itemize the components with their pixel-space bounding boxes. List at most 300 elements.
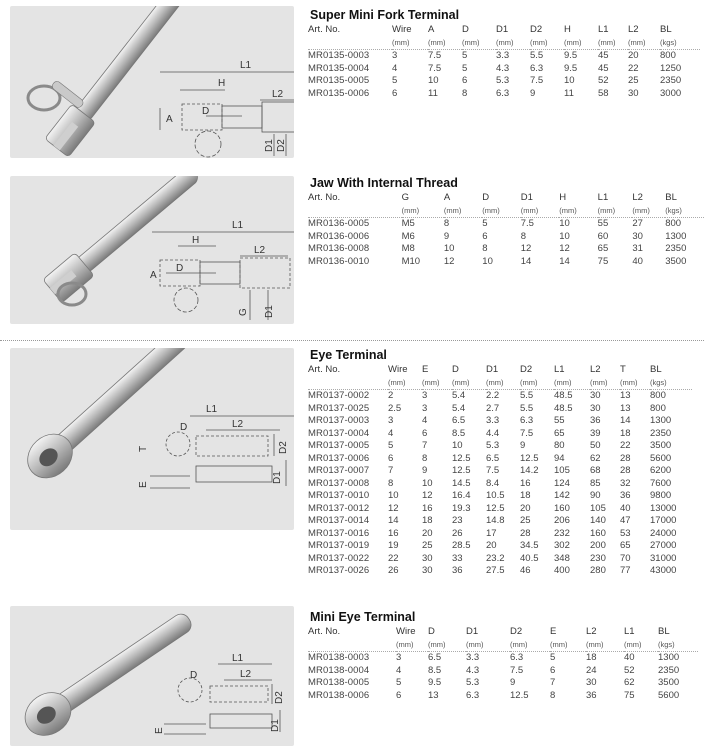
unit-cell: (mm) [598,205,633,218]
table-cell: 3.3 [466,652,480,663]
table-cell: 232 [554,527,570,539]
table-cell: 1300 [650,415,672,426]
col-header: Wire [388,364,408,375]
table-cell: 28.5 [452,540,471,551]
table-row [308,540,692,553]
table-cell: 3500 [658,677,680,688]
table-cell: 30 [632,230,643,242]
table-header-row [308,364,692,377]
table-cell: 14 [520,255,532,267]
table-cell: 77 [620,565,631,576]
table-cell: 12.5 [452,452,471,464]
section-title: Eye Terminal [310,348,387,362]
table-cell: MR0137-0003 [308,415,370,426]
table-units-row [308,37,700,50]
eye-terminal-illustration [10,348,294,530]
table-cell: MR0138-0004 [308,664,370,676]
diagram-label-l1: L1 [232,220,244,231]
product-photo-jaw-terminal [10,176,294,324]
table-cell: 8.5 [452,427,466,439]
col-header: D [428,626,435,637]
spec-table-fork-terminal [308,24,700,100]
jaw-terminal-illustration [10,176,294,324]
col-header: D [482,192,490,203]
col-header: T [620,364,626,375]
section-super-mini-fork-terminal [0,0,704,170]
unit-cell: (mm) [521,205,559,218]
table-cell: 4.4 [486,427,500,439]
table-cell: 13 [620,402,631,414]
table-cell: 9.5 [564,50,578,61]
diagram-label-a: A [150,270,157,281]
table-row [308,465,692,478]
col-header: H [564,24,571,35]
table-row [308,665,698,678]
table-cell: 8 [520,230,527,242]
table-cell: 40 [632,255,643,267]
table-cell: 90 [590,490,601,501]
table-cell: 160 [590,527,606,539]
unit-cell: (mm) [598,37,628,50]
table-cell: MR0137-0026 [308,565,370,576]
table-cell: 3000 [660,87,682,99]
table-cell: 800 [665,218,682,229]
table-cell: 3500 [665,255,687,267]
table-cell: 9 [443,230,450,242]
section-jaw-internal-thread [0,170,704,336]
unit-cell [308,639,396,652]
table-cell: 13 [428,689,439,701]
col-header: L2 [628,24,639,35]
table-cell: 36 [590,415,601,426]
table-units-row [308,205,704,218]
table-cell: 48.5 [554,390,573,401]
diagram-label-e: E [138,481,149,488]
table-row [308,553,692,566]
col-header: L1 [554,364,565,375]
table-cell: 12 [559,243,570,254]
table-cell: MR0138-0006 [308,689,370,701]
diagram-label-d1: D1 [270,719,281,732]
product-photo-fork-terminal [10,6,294,158]
table-cell: 45 [598,62,609,74]
table-cell: 12.5 [510,689,529,701]
table-cell: 19.3 [452,502,471,514]
table-cell: 48.5 [554,402,573,414]
table-row [308,75,700,88]
section-title: Mini Eye Terminal [310,610,416,624]
table-cell: 20 [520,502,531,514]
diagram-label-l1: L1 [240,60,252,71]
table-cell: MR0138-0005 [308,677,370,688]
col-header: Art. No. [308,24,341,35]
table-cell: 6.3 [510,652,524,663]
table-cell: 53 [620,527,631,539]
table-cell: 280 [590,565,606,576]
table-cell: 12.5 [520,452,539,464]
table-cell: 5 [462,50,468,61]
table-cell: MR0138-0003 [308,652,370,663]
table-cell: 6 [422,427,428,439]
table-cell: 75 [597,255,609,267]
diagram-label-l1: L1 [206,404,218,415]
col-header: H [559,192,567,203]
table-cell: 5 [482,218,488,229]
table-cell: 20 [422,527,433,539]
spec-table-eye-terminal [308,364,692,578]
table-cell: 105 [554,465,570,476]
unit-cell: (mm) [520,377,554,390]
unit-cell: (mm) [388,377,422,390]
table-cell: 5 [392,75,398,86]
table-cell: 85 [590,477,601,489]
col-header: L1 [597,192,609,203]
table-cell: 17 [486,527,497,539]
unit-cell: (mm) [510,639,550,652]
table-cell: MR0135-0003 [308,50,370,61]
unit-cell: (mm) [396,639,428,652]
table-cell: MR0137-0022 [308,552,370,564]
table-cell: 14 [388,515,399,526]
unit-cell: (mm) [462,37,496,50]
table-cell: M10 [401,255,421,267]
diagram-label-d2: D2 [278,441,289,454]
table-cell: 27000 [650,540,677,551]
table-cell: 800 [660,50,676,61]
table-cell: 28 [520,527,531,539]
col-header: BL [658,626,670,637]
diagram-label-d: D [176,263,184,274]
diagram-label-l2: L2 [240,669,252,680]
table-cell: MR0136-0008 [308,243,370,254]
table-header-row [308,24,700,37]
table-cell: MR0137-0005 [308,440,370,451]
spec-table-jaw-terminal [308,192,704,268]
unit-cell: (mm) [482,205,520,218]
table-cell: 40 [624,652,635,663]
col-header: BL [650,364,662,375]
section-eye-terminal [0,344,704,600]
table-cell: 55 [597,218,609,229]
table-row [308,415,692,428]
table-cell: 6 [550,664,556,676]
table-cell: 62 [590,452,601,464]
table-cell: 40 [620,502,631,514]
table-cell: 8 [550,689,556,701]
table-cell: 6.3 [530,62,544,74]
table-cell: 3 [392,50,398,61]
unit-cell: (mm) [428,639,466,652]
unit-cell: (mm) [452,377,486,390]
table-cell: 6.3 [466,689,480,701]
diagram-label-d2: D2 [274,691,285,704]
col-header: D [462,24,469,35]
table-row [308,690,698,703]
table-cell: 70 [620,552,631,564]
table-cell: 5 [388,440,394,451]
table-cell: 16 [422,502,433,514]
table-cell: 10 [452,440,463,451]
unit-cell [308,205,402,218]
table-cell: 8 [462,87,468,99]
table-row [308,453,692,466]
table-cell: 24000 [650,527,677,539]
table-cell: MR0137-0016 [308,527,370,539]
table-row [308,88,700,101]
table-cell: 34.5 [520,540,539,551]
table-cell: MR0135-0006 [308,87,370,99]
table-cell: 75 [624,689,635,701]
table-cell: 30 [422,552,433,564]
table-cell: 25 [520,515,531,526]
table-cell: MR0137-0004 [308,427,370,439]
table-cell: 6 [388,452,394,464]
table-cell: 27.5 [486,565,505,576]
table-row [308,63,700,76]
col-header: E [422,364,429,375]
diagram-label-a: A [166,114,173,125]
table-row [308,503,692,516]
table-cell: 7.5 [520,218,534,229]
table-row [308,50,700,63]
table-cell: 12 [388,502,399,514]
diagram-label-l1: L1 [232,653,244,664]
table-cell: 7 [388,465,394,476]
unit-cell: (mm) [620,377,650,390]
table-cell: 2.2 [486,390,500,401]
unit-cell: (mm) [444,205,482,218]
table-cell: 10.5 [486,490,505,501]
col-header: E [550,626,557,637]
col-header: Wire [396,626,416,637]
unit-cell: (mm) [554,377,590,390]
table-row [308,256,704,269]
table-cell: 7.5 [428,62,442,74]
table-cell: MR0137-0006 [308,452,370,464]
table-cell: 6 [482,230,488,242]
col-header: L2 [586,626,597,637]
table-cell: 24 [586,664,597,676]
unit-cell: (kgs) [665,205,704,218]
table-cell: 6 [462,75,468,86]
table-cell: 6.3 [520,415,534,426]
diagram-label-h: H [192,235,200,246]
table-cell: MR0137-0014 [308,515,370,526]
table-cell: 33 [452,552,463,564]
table-cell: 30 [586,677,597,688]
table-cell: 124 [554,477,570,489]
table-row [308,652,698,665]
col-header: A [428,24,435,35]
col-header: L1 [598,24,609,35]
table-cell: 8 [482,243,488,254]
diagram-label-d1: D1 [272,471,283,484]
table-cell: 10 [388,490,399,501]
table-cell: MR0137-0008 [308,477,370,489]
table-cell: 80 [554,440,565,451]
table-cell: 302 [554,540,570,551]
table-cell: 36 [620,490,631,501]
table-cell: 30 [422,565,433,576]
table-cell: MR0137-0019 [308,540,370,551]
table-cell: M6 [401,230,415,242]
table-cell: 16 [388,527,399,539]
table-cell: 10 [559,230,570,242]
diagram-label-t: T [138,445,149,452]
table-cell: 1250 [660,62,682,74]
table-row [308,403,692,416]
table-cell: 3 [396,652,402,663]
table-cell: 140 [590,515,606,526]
table-cell: 5.5 [520,402,534,414]
table-cell: 36 [586,689,597,701]
table-units-row [308,377,692,390]
table-cell: 4.3 [496,62,510,74]
table-cell: 14.5 [452,477,471,489]
table-cell: 9.5 [564,62,578,74]
unit-cell: (mm) [428,37,462,50]
table-units-row [308,639,698,652]
table-cell: 5.5 [530,50,544,61]
table-cell: MR0135-0005 [308,75,370,86]
col-header: BL [665,192,677,203]
table-cell: 105 [590,502,606,514]
table-cell: 28 [620,465,631,476]
col-header: D1 [520,192,533,203]
diagram-label-g: G [238,308,249,316]
unit-cell: (mm) [392,37,428,50]
table-cell: 3.3 [496,50,510,61]
table-cell: 22 [620,440,631,451]
table-cell: 46 [520,565,531,576]
table-cell: MR0136-0010 [308,255,370,267]
table-cell: 30 [590,402,601,414]
table-cell: 4 [396,664,402,676]
table-cell: 50 [590,440,601,451]
col-header: Art. No. [308,626,341,637]
unit-cell: (mm) [422,377,452,390]
unit-cell: (mm) [550,639,586,652]
table-cell: 5.3 [486,440,500,451]
section-title: Jaw With Internal Thread [310,176,458,190]
table-cell: 22 [628,62,639,74]
unit-cell: (mm) [496,37,530,50]
table-cell: 2.7 [486,402,500,414]
table-cell: 9 [422,465,428,476]
table-cell: 1300 [658,652,680,663]
table-cell: 13 [620,390,631,401]
table-cell: 47 [620,515,631,526]
table-cell: 7 [422,440,428,451]
section-divider [0,340,704,341]
table-cell: 14.8 [486,515,505,526]
unit-cell: (mm) [530,37,564,50]
col-header: D [452,364,459,375]
table-cell: MR0136-0006 [308,230,370,242]
table-cell: 5 [462,62,468,74]
table-cell: 9800 [650,490,672,501]
unit-cell: (mm) [486,377,520,390]
col-header: D2 [530,24,543,35]
col-header: L2 [632,192,643,203]
table-cell: 45 [598,50,609,61]
table-cell: 11 [564,87,574,99]
table-cell: 9 [530,87,536,99]
table-cell: 800 [650,390,666,401]
diagram-label-h: H [218,78,226,89]
table-cell: 14 [559,255,570,267]
table-cell: 7.5 [530,75,544,86]
table-cell: 31 [632,243,643,254]
table-cell: 4.3 [466,664,480,676]
unit-cell: (mm) [564,37,598,50]
diagram-label-e: E [154,727,165,734]
unit-cell: (mm) [559,205,597,218]
table-cell: 40.5 [520,552,539,564]
table-cell: 12.5 [486,502,505,514]
diagram-label-l2: L2 [272,89,284,100]
table-header-row [308,626,698,639]
diagram-label-d2: D2 [276,139,287,152]
col-header: L2 [590,364,601,375]
table-cell: 3 [422,402,428,414]
unit-cell: (kgs) [650,377,692,390]
table-cell: 5.4 [452,390,466,401]
table-row [308,390,692,403]
col-header: Art. No. [308,364,341,375]
table-cell: 65 [554,427,565,439]
table-cell: 5.3 [496,75,510,86]
table-cell: 22 [388,552,399,564]
table-cell: 10 [564,75,575,86]
table-cell: 18 [586,652,597,663]
table-cell: 7.5 [428,50,442,61]
table-row [308,478,692,491]
table-cell: 32 [620,477,631,489]
table-cell: 16.4 [452,490,471,501]
col-header: Wire [392,24,412,35]
table-cell: 13000 [650,502,677,514]
table-cell: 5600 [650,452,672,464]
table-cell: 65 [597,243,609,254]
table-cell: 94 [554,452,565,464]
table-row [308,565,692,578]
table-cell: 5.4 [452,402,466,414]
table-cell: 12 [422,490,433,501]
table-cell: MR0135-0004 [308,62,370,74]
col-header: D1 [466,626,479,637]
col-header: A [443,192,451,203]
table-header-row [308,192,704,205]
diagram-label-d1: D1 [264,305,275,318]
table-cell: 10 [482,255,493,267]
table-cell: MR0136-0005 [308,218,370,229]
table-cell: 400 [554,565,570,576]
diagram-label-d: D [180,422,188,433]
table-cell: 5 [396,677,402,688]
table-cell: MR0137-0002 [308,390,370,401]
table-cell: 52 [624,664,635,676]
table-cell: 18 [422,515,433,526]
product-photo-mini-eye-terminal [10,606,294,746]
col-header: G [401,192,409,203]
table-cell: 58 [598,87,609,99]
table-row [308,528,692,541]
table-cell: MR0137-0007 [308,465,370,476]
table-cell: 6.5 [452,415,466,426]
table-cell: 19 [388,540,399,551]
table-cell: 28 [620,452,631,464]
